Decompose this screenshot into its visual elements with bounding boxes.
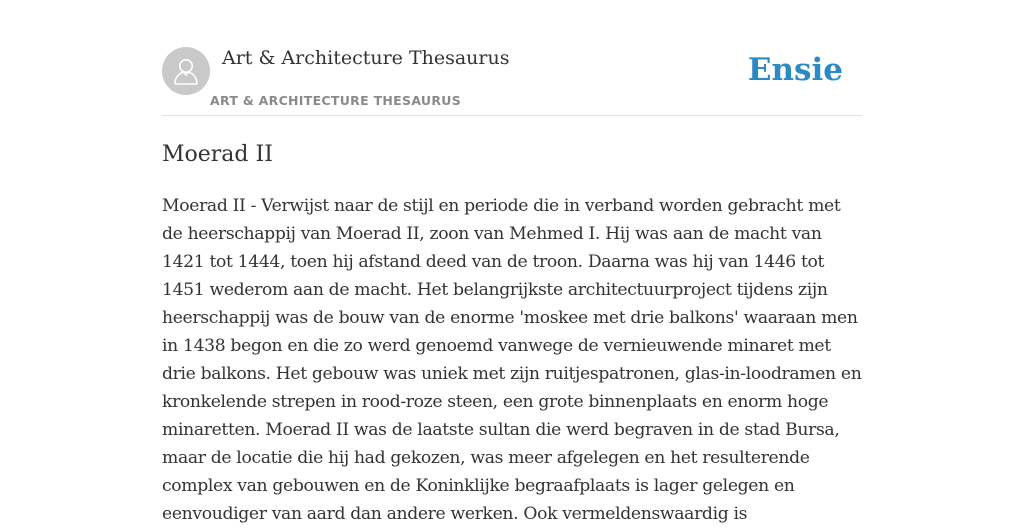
user-icon (172, 56, 200, 86)
source-title[interactable]: Art & Architecture Thesaurus (222, 47, 510, 69)
brand-logo[interactable]: Ensie (747, 52, 843, 88)
entry-body: Moerad II - Verwijst naar de stijl en periode die in verband worden gebracht met de heerschappij van Moerad II, zoon van Mehmed I. Hij was aan de macht van 1421 tot 1444, toen hij afstand deed van de troon. Daarna was hij van 1446 tot 1451 wederom aan de macht. Het belangrijkste architectuurproject tijdens zijn heerschappij was de bouw van de enorme 'moskee met drie balkons' waaraan men in 1438 begon en die zo werd genoemd vanwege de vernieuwende minaret met drie balkons. Het gebouw was uniek met zijn ruitjespatronen, glas-in-loodramen en kronkelende strepen in rood-roze steen, een grote binnenplaats en enorm hoge minaretten. Moerad II was de laatste sultan die werd begraven in de stad Bursa, maar de locatie die hij had gekozen, was meer afgelegen en het resulterende complex van gebouwen en de Koninklijke begraafplaats is lager gelegen en eenvoudiger van aard dan andere werken. Ook vermeldenswaardig is (162, 196, 862, 524)
entry-title: Moerad II (162, 142, 273, 167)
source-subtitle: ART & ARCHITECTURE THESAURUS (210, 93, 462, 108)
avatar[interactable] (162, 47, 210, 95)
content-container (162, 0, 862, 524)
source-header (162, 0, 862, 116)
